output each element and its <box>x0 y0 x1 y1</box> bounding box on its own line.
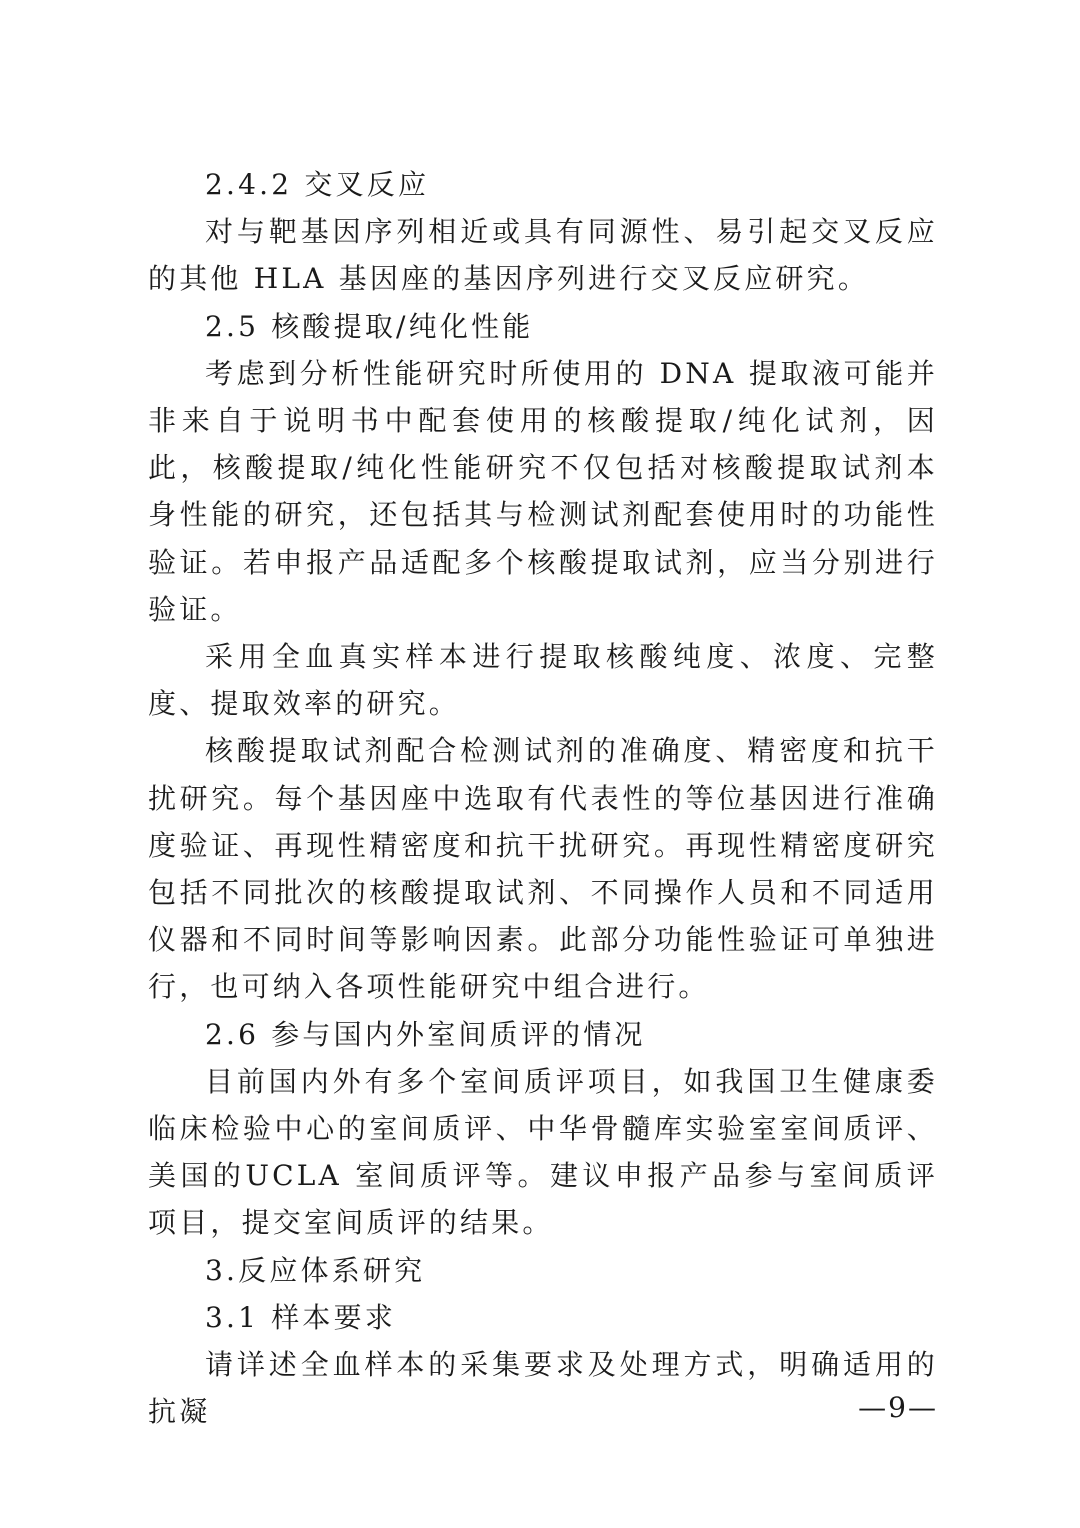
document-body <box>148 161 938 1435</box>
paragraph-cross-reaction: 对与靶基因序列相近或具有同源性、易引起交叉反应的其他 HLA 基因座的基因序列进行交叉反应研究。 <box>148 215 938 296</box>
paragraph-accuracy-precision: 核酸提取试剂配合检测试剂的准确度、精密度和抗干扰研究。每个基因座中选取有代表性的等位基因进行准确度验证、再现性精密度和抗干扰研究。再现性精密度研究包括不同批次的核酸提取试剂、不同操作人员和不同适用仪器和不同时间等影响因素。此部分功能性验证可单独进行，也可纳入各项性能研究中组合进行。 <box>148 734 938 1004</box>
page-number: —9— <box>858 1391 938 1424</box>
section-heading-2-6: 2.6 参与国内外室间质评的情况 <box>205 1017 646 1051</box>
paragraph-blood-sample-study: 采用全血真实样本进行提取核酸纯度、浓度、完整度、提取效率的研究。 <box>148 640 938 721</box>
paragraph-external-quality-assessment: 目前国内外有多个室间质评项目，如我国卫生健康委临床检验中心的室间质评、中华骨髓库实验室室间质评、美国的UCLA 室间质评等。建议申报产品参与室间质评项目，提交室间质评的结果。 <box>148 1064 938 1240</box>
section-heading-2-5: 2.5 核酸提取/纯化性能 <box>205 309 534 343</box>
section-heading-3-1: 3.1 样本要求 <box>205 1300 397 1334</box>
section-heading-2-4-2: 2.4.2 交叉反应 <box>205 168 430 201</box>
paragraph-sample-requirements: 请详述全血样本的采集要求及处理方式，明确适用的抗凝 <box>148 1348 938 1429</box>
paragraph-extraction-intro: 考虑到分析性能研究时所使用的 DNA 提取液可能并非来自于说明书中配套使用的核酸提取/纯化试剂，因此，核酸提取/纯化性能研究不仅包括对核酸提取试剂本身性能的研究，还包括其与检测试剂配套使用时的功能性验证。若申报产品适配多个核酸提取试剂，应当分别进行验证。 <box>148 356 938 626</box>
section-heading-3: 3.反应体系研究 <box>205 1253 426 1287</box>
